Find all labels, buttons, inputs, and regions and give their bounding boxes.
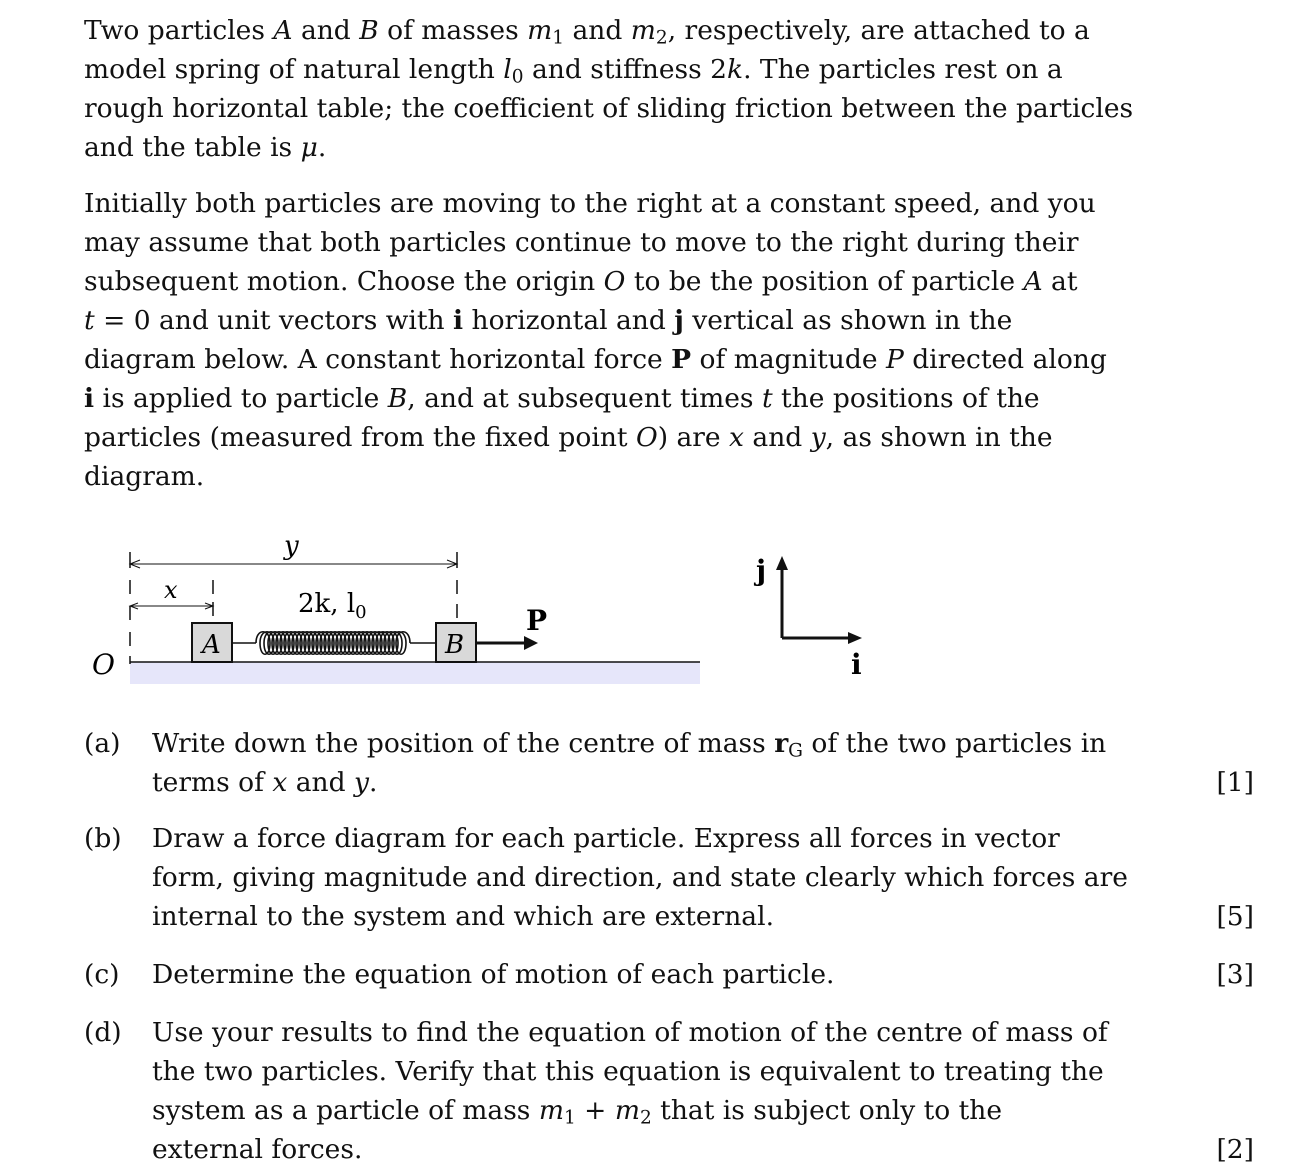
y-label: y — [284, 531, 299, 561]
text: Two particles — [84, 15, 274, 46]
text: at — [1042, 266, 1078, 297]
text-line: internal to the system and which are external. — [152, 901, 774, 932]
math-x: x — [729, 422, 744, 453]
part-label: (c) — [84, 959, 120, 990]
text: = 0 and unit vectors with — [94, 305, 454, 336]
text: of masses — [378, 15, 528, 46]
math-x: x — [272, 767, 288, 798]
marks-badge: [1] — [1216, 767, 1254, 798]
math-b: B — [387, 383, 408, 414]
text: directed along — [903, 344, 1107, 375]
particle-a-label: A — [202, 630, 221, 660]
force-arrowhead — [524, 636, 538, 650]
text: Write down the position of the centre of mass — [152, 728, 775, 759]
text-line — [84, 301, 1164, 340]
text: and — [564, 15, 631, 46]
vector-i: i — [84, 383, 95, 414]
text-line: may assume that both particles continue to move to the right during their — [84, 227, 1079, 258]
text: and the table is — [84, 132, 301, 163]
axis-i-arrowhead — [848, 632, 862, 644]
force-label: P — [526, 604, 548, 637]
part-text — [152, 955, 1162, 994]
text: and — [744, 422, 811, 453]
marks-badge: [2] — [1216, 1134, 1254, 1165]
text: ) are — [657, 422, 730, 453]
text-line: Use your results to find the equation of motion of the centre of mass of — [152, 1017, 1108, 1048]
math-t: t — [761, 383, 773, 414]
text: horizontal and — [463, 305, 675, 336]
intro-paragraph-2 — [84, 184, 1164, 496]
marks-badge: [5] — [1216, 901, 1254, 932]
math-mu: μ — [300, 132, 318, 163]
text: . The particles rest on a — [743, 54, 1063, 85]
axis-j-arrowhead — [776, 556, 788, 570]
y-dimension-arrow — [130, 560, 457, 568]
text-line: Draw a force diagram for each particle. Express all forces in vector — [152, 823, 1060, 854]
text-line — [152, 1091, 1162, 1130]
unit-i-label: i — [851, 648, 862, 681]
math-p: P — [885, 344, 904, 375]
spring-particle-diagram — [80, 520, 900, 700]
text-line: diagram. — [84, 461, 205, 492]
math-l: l — [503, 54, 512, 85]
text-line: external forces. — [152, 1134, 363, 1165]
text-line — [84, 379, 1164, 418]
text-line: the two particles. Verify that this equation is equivalent to treating the — [152, 1056, 1104, 1087]
text: and — [287, 767, 354, 798]
text-line — [84, 11, 1164, 50]
text: the positions of the — [772, 383, 1040, 414]
vector-p: P — [671, 344, 692, 375]
spring-label: 2k, $l_0$ — [298, 589, 367, 623]
math-y: y — [353, 767, 369, 798]
text: subsequent motion. Choose the origin — [84, 266, 604, 297]
x-label: x — [164, 576, 178, 604]
math-m: m — [614, 1095, 640, 1126]
math-a: A — [273, 15, 293, 46]
subscript: 1 — [552, 27, 565, 49]
text: that is subject only to the — [651, 1095, 1003, 1126]
subscript: 2 — [655, 27, 668, 49]
math-o: O — [603, 266, 626, 297]
vector-r: r — [774, 728, 789, 759]
text: and stiffness 2 — [523, 54, 728, 85]
math-k: k — [727, 54, 744, 85]
text-line — [152, 724, 1162, 763]
text: + — [575, 1095, 615, 1126]
math-m: m — [527, 15, 553, 46]
math-b: B — [359, 15, 379, 46]
part-label: (a) — [84, 728, 121, 759]
text: and — [292, 15, 360, 46]
text: , and at subsequent times — [407, 383, 762, 414]
subscript: 1 — [563, 1107, 576, 1129]
math-m: m — [538, 1095, 564, 1126]
vector-i: i — [453, 305, 464, 336]
intro-paragraph-1 — [84, 11, 1164, 167]
text-line: Initially both particles are moving to the right at a constant speed, and you — [84, 188, 1096, 219]
text: vertical as shown in the — [683, 305, 1013, 336]
particle-b-label: B — [445, 630, 465, 660]
text: of the two particles in — [802, 728, 1107, 759]
text-line — [84, 50, 1164, 89]
text-line — [152, 763, 1162, 802]
text-line: form, giving magnitude and direction, and state clearly which forces are — [152, 862, 1128, 893]
part-label: (b) — [84, 823, 122, 854]
spring-coil — [256, 632, 410, 655]
text: . — [317, 132, 327, 163]
math-y: y — [810, 422, 826, 453]
math-t: t — [84, 305, 95, 336]
table-surface — [130, 662, 700, 684]
math-m: m — [630, 15, 656, 46]
text-line — [84, 340, 1164, 379]
text: to be the position of particle — [625, 266, 1024, 297]
part-label: (d) — [84, 1017, 122, 1048]
text-line: rough horizontal table; the coefficient of sliding friction between the particles — [84, 93, 1134, 124]
text-line — [84, 418, 1164, 457]
marks-badge: [3] — [1216, 959, 1254, 990]
part-text — [152, 724, 1162, 802]
part-text — [152, 1013, 1162, 1169]
math-o: O — [635, 422, 658, 453]
text: . — [368, 767, 378, 798]
text: terms of — [152, 767, 273, 798]
text: system as a particle of mass — [152, 1095, 539, 1126]
text-line — [84, 262, 1164, 301]
subscript: 0 — [511, 66, 524, 88]
origin-label: O — [92, 648, 115, 681]
text: of magnitude — [691, 344, 886, 375]
text: particles (measured from the fixed point — [84, 422, 636, 453]
subscript: G — [788, 740, 803, 762]
text: , respectively, are attached to a — [667, 15, 1090, 46]
text: , as shown in the — [825, 422, 1053, 453]
unit-j-label: j — [756, 554, 767, 587]
math-a: A — [1023, 266, 1043, 297]
subscript: 2 — [639, 1107, 652, 1129]
text-line: Determine the equation of motion of each particle. — [152, 959, 835, 990]
text: is applied to particle — [94, 383, 388, 414]
text: model spring of natural length — [84, 54, 504, 85]
part-text — [152, 819, 1162, 936]
text-line — [84, 128, 1164, 167]
vector-j: j — [674, 305, 684, 336]
text: diagram below. A constant horizontal force — [84, 344, 672, 375]
